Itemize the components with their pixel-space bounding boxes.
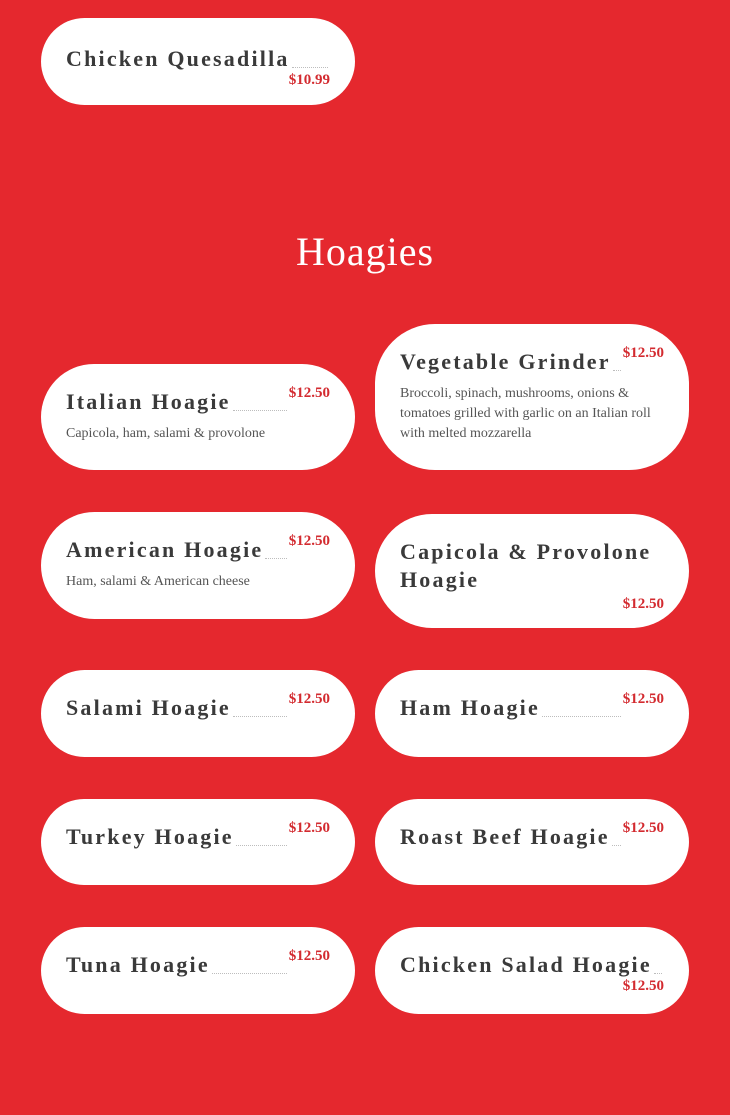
dot-leader (233, 694, 287, 717)
menu-item-price: $12.50 (622, 691, 664, 707)
menu-item-price: $12.50 (622, 345, 664, 361)
menu-item-name: Vegetable Grinder (400, 349, 611, 374)
menu-item-chicken-quesadilla[interactable] (41, 18, 355, 105)
dot-leader (654, 951, 662, 974)
menu-item-price: $12.50 (288, 820, 330, 836)
menu-item-price: $12.50 (622, 596, 664, 612)
dot-leader (292, 45, 328, 68)
menu-item-name: Ham Hoagie (400, 695, 540, 720)
menu-item-name: Chicken Salad Hoagie (400, 952, 652, 977)
menu-item-price: $12.50 (622, 820, 664, 836)
menu-item-roast-beef-hoagie[interactable] (375, 799, 689, 885)
section-title: Hoagies (295, 229, 435, 274)
menu-item-price: $12.50 (288, 385, 330, 401)
menu-item-name: American Hoagie (66, 537, 264, 562)
dot-leader (612, 823, 621, 846)
menu-item-price: $12.50 (288, 691, 330, 707)
dot-leader (212, 951, 287, 974)
menu-item-description: Ham, salami & American cheese (66, 574, 250, 589)
menu-item-price: $12.50 (288, 533, 330, 549)
menu-item-chicken-salad-hoagie[interactable] (375, 927, 689, 1014)
dot-leader (265, 536, 286, 559)
menu-item-price: $12.50 (622, 978, 664, 994)
menu-item-price: $10.99 (288, 72, 330, 88)
menu-item-american-hoagie[interactable] (41, 512, 355, 619)
menu-item-capicola-provolone-hoagie[interactable] (375, 514, 689, 628)
menu-item-name: Salami Hoagie (66, 695, 231, 720)
menu-item-name: Tuna Hoagie (66, 952, 210, 977)
menu-item-name: Capicola & Provolone Hoagie (400, 539, 652, 592)
menu-item-price: $12.50 (288, 948, 330, 964)
dot-leader (233, 388, 287, 411)
dot-leader (236, 823, 287, 846)
menu-item-name: Roast Beef Hoagie (400, 824, 610, 849)
menu-item-description: Broccoli, spinach, mushrooms, onions & tomatoes grilled with garlic on an Italian roll with melted mozzarella (400, 386, 651, 441)
menu-item-ham-hoagie[interactable] (375, 670, 689, 757)
menu-item-tuna-hoagie[interactable] (41, 927, 355, 1014)
menu-item-salami-hoagie[interactable] (41, 670, 355, 757)
menu-item-name: Chicken Quesadilla (66, 46, 290, 71)
menu-item-name: Italian Hoagie (66, 389, 231, 414)
dot-leader (542, 694, 621, 717)
menu-item-vegetable-grinder[interactable] (375, 324, 689, 470)
menu-item-name: Turkey Hoagie (66, 824, 234, 849)
menu-item-description: Capicola, ham, salami & provolone (66, 426, 266, 441)
menu-item-turkey-hoagie[interactable] (41, 799, 355, 885)
dot-leader (613, 348, 621, 371)
menu-item-italian-hoagie[interactable] (41, 364, 355, 470)
